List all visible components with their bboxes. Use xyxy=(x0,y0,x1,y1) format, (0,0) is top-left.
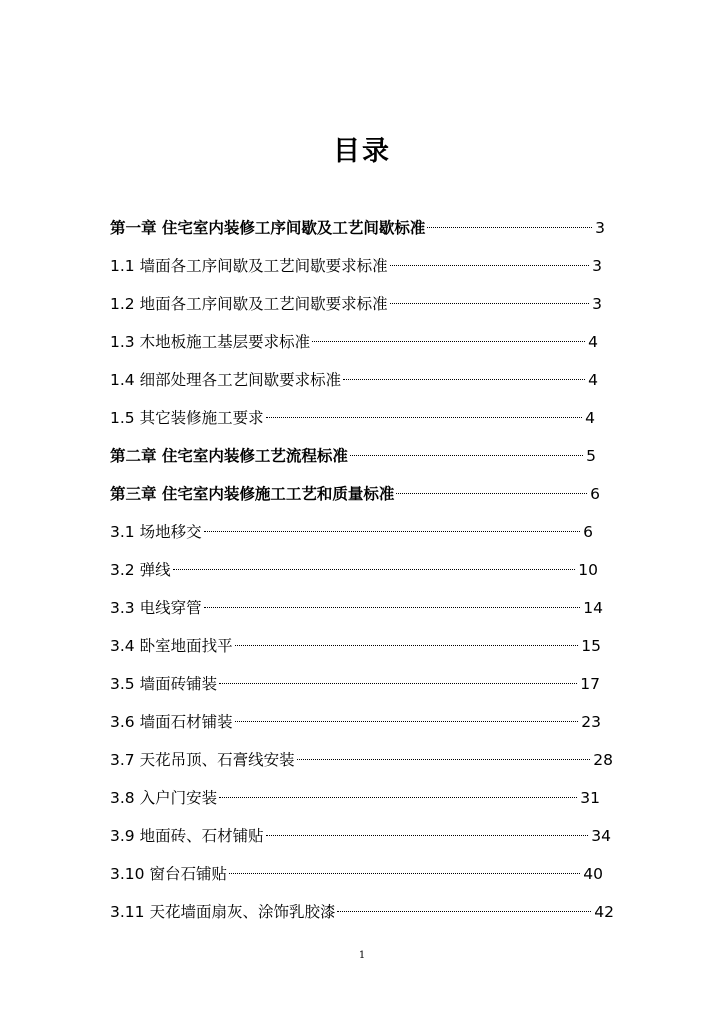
toc-entry[interactable] xyxy=(110,900,614,924)
toc-entry[interactable] xyxy=(110,558,598,582)
toc-entry-page-number: 4 xyxy=(588,333,598,351)
toc-dot-leader xyxy=(390,303,590,304)
toc-entry-page-number: 4 xyxy=(585,409,595,427)
toc-dot-leader xyxy=(337,911,591,912)
toc-entry-label: 1.3 木地板施工基层要求标准 xyxy=(110,333,311,351)
toc-entry[interactable] xyxy=(110,406,595,430)
toc-entry-page-number: 40 xyxy=(583,865,603,883)
toc-entry-label: 1.2 地面各工序间歇及工艺间歇要求标准 xyxy=(110,295,388,313)
toc-dot-leader xyxy=(173,569,576,570)
toc-entry-label: 3.10 窗台石铺贴 xyxy=(110,865,227,883)
toc-entry-page-number: 3 xyxy=(592,295,602,313)
toc-entry-label: 1.4 细部处理各工艺间歇要求标准 xyxy=(110,371,342,389)
toc-entry[interactable] xyxy=(110,748,613,772)
toc-entry[interactable] xyxy=(110,710,601,734)
toc-dot-leader xyxy=(266,835,589,836)
toc-entry-label: 3.8 入户门安装 xyxy=(110,789,218,807)
toc-dot-leader xyxy=(219,797,577,798)
toc-dot-leader xyxy=(427,227,592,228)
toc-dot-leader xyxy=(266,417,583,418)
toc-entry-label: 3.11 天花墙面扇灰、涂饰乳胶漆 xyxy=(110,903,336,921)
toc-dot-leader xyxy=(396,493,587,494)
toc-entry[interactable] xyxy=(110,520,593,544)
toc-entry-page-number: 3 xyxy=(595,219,605,237)
toc-dot-leader xyxy=(204,607,581,608)
toc-dot-leader xyxy=(235,645,579,646)
toc-entry-page-number: 3 xyxy=(592,257,602,275)
toc-entry[interactable] xyxy=(110,672,600,696)
toc-dot-leader xyxy=(390,265,590,266)
toc-entry[interactable] xyxy=(110,292,602,316)
toc-dot-leader xyxy=(219,683,577,684)
toc-dot-leader xyxy=(235,721,579,722)
toc-dot-leader xyxy=(229,873,580,874)
toc-entry-page-number: 15 xyxy=(581,637,601,655)
toc-entry-label: 第一章 住宅室内装修工序间歇及工艺间歇标准 xyxy=(110,219,426,237)
toc-entry-page-number: 17 xyxy=(580,675,600,693)
toc-entry-page-number: 6 xyxy=(590,485,600,503)
toc-entry[interactable] xyxy=(110,254,602,278)
toc-entry[interactable] xyxy=(110,216,605,240)
page-title: 目录 xyxy=(333,136,391,167)
toc-dot-leader xyxy=(312,341,585,342)
toc-entry[interactable] xyxy=(110,596,603,620)
toc-entry-label: 3.5 墙面砖铺装 xyxy=(110,675,218,693)
toc-dot-leader xyxy=(297,759,591,760)
toc-entry-label: 第三章 住宅室内装修施工工艺和质量标准 xyxy=(110,485,395,503)
toc-entry-page-number: 34 xyxy=(591,827,611,845)
toc-entry-page-number: 10 xyxy=(578,561,598,579)
toc-entry[interactable] xyxy=(110,862,603,886)
toc-entry-page-number: 28 xyxy=(593,751,613,769)
toc-dot-leader xyxy=(204,531,581,532)
toc-entry-page-number: 5 xyxy=(586,447,596,465)
toc-entry-label: 3.7 天花吊顶、石膏线安装 xyxy=(110,751,295,769)
toc-entry[interactable] xyxy=(110,330,598,354)
toc-entry-label: 3.6 墙面石材铺装 xyxy=(110,713,233,731)
toc-dot-leader xyxy=(350,455,583,456)
toc-entry[interactable] xyxy=(110,444,596,468)
toc-entry-label: 3.4 卧室地面找平 xyxy=(110,637,233,655)
toc-entry-label: 3.3 电线穿管 xyxy=(110,599,202,617)
toc-entry-page-number: 31 xyxy=(580,789,600,807)
toc-entry-label: 第二章 住宅室内装修工艺流程标准 xyxy=(110,447,348,465)
toc-entry[interactable] xyxy=(110,824,611,848)
toc-entry-page-number: 14 xyxy=(583,599,603,617)
page-number: 1 xyxy=(358,950,366,961)
toc-entry-label: 1.5 其它装修施工要求 xyxy=(110,409,264,427)
toc-entry[interactable] xyxy=(110,786,600,810)
toc-entry-page-number: 23 xyxy=(581,713,601,731)
toc-entry[interactable] xyxy=(110,634,601,658)
toc-entry-label: 3.2 弹线 xyxy=(110,561,171,579)
toc-entry-page-number: 6 xyxy=(583,523,593,541)
toc-entry[interactable] xyxy=(110,368,598,392)
toc-entry[interactable] xyxy=(110,482,600,506)
toc-entry-label: 3.1 场地移交 xyxy=(110,523,202,541)
toc-entry-page-number: 42 xyxy=(594,903,614,921)
toc-entry-label: 1.1 墙面各工序间歇及工艺间歇要求标准 xyxy=(110,257,388,275)
toc-entry-page-number: 4 xyxy=(588,371,598,389)
toc-entry-label: 3.9 地面砖、石材铺贴 xyxy=(110,827,264,845)
toc-dot-leader xyxy=(343,379,585,380)
